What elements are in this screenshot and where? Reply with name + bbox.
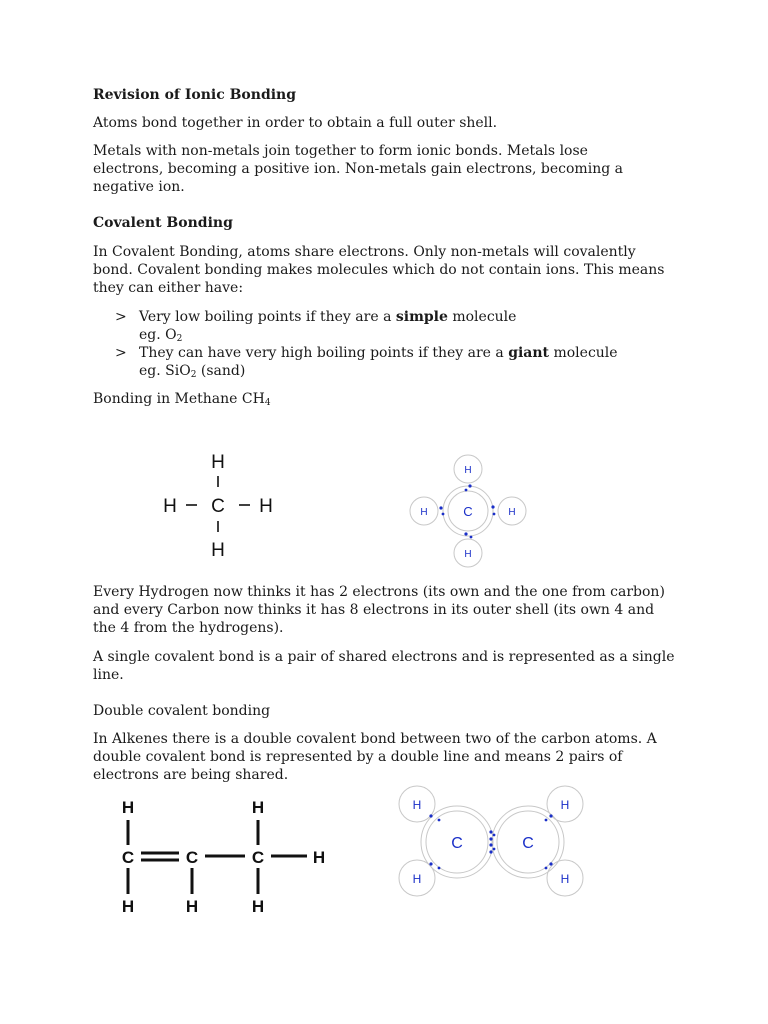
bullet-bold: simple [395,309,448,325]
electron [489,850,492,853]
bullet-text: They can have very high boiling points if they are a [139,345,509,361]
electron [489,843,492,846]
electron [468,484,471,487]
electron [545,867,548,870]
bullet-simple [115,308,675,344]
bullet-text-end: molecule [549,345,618,361]
hydrogen-symbol: H [412,798,422,812]
methane-explanation: Every Hydrogen now thinks it has 2 electrons (its own and the one from carbon) and every Carbon now thinks it has 8 electrons in its outer shell (its own 4 and the 4 from the hydrogens). [93,584,665,636]
ionic-paragraph-2: Metals with non-metals join together to form ionic bonds. Metals lose electrons, becoming a positive ion. Non-metals gain electrons, becoming a negative ion. [93,143,623,195]
methane-label [93,390,693,408]
subscript: 2 [176,334,183,344]
propene-structural-formula [112,796,332,918]
atom-c: C [121,848,135,867]
methane-structural-formula [155,448,285,563]
atom-h: H [312,848,326,867]
atom-h-right: H [259,496,273,517]
bullet-marker: > [115,345,127,361]
electron [545,819,548,822]
electron [442,513,445,516]
hydrogen-symbol: H [560,872,570,886]
ethene-dot-cross-diagram [395,784,590,902]
electron [493,513,496,516]
electron [493,848,496,851]
electron [470,536,473,539]
electron [429,862,432,865]
bullet-text-end: molecule [447,309,517,325]
atom-c: C [251,848,265,867]
carbon-symbol: C [522,835,534,852]
atom-h-bottom: H [211,540,225,561]
double-bond-text: In Alkenes there is a double covalent bond between two of the carbon atoms. A double covalent bond is represented by a double line and means 2 pairs of electrons are being shared. [93,731,657,783]
electron [489,830,492,833]
bullet-example: eg. O [139,327,177,343]
hydrogen-symbol: H [464,549,472,560]
atom-h: H [251,798,265,817]
hydrogen-symbol: H [412,872,422,886]
bullet-example: eg. SiO [139,363,191,379]
hydrogen-symbol: H [508,507,516,518]
covalent-heading: Covalent Bonding [93,215,233,231]
atom-h-left: H [163,496,177,517]
atom-h: H [121,897,135,916]
hydrogen-symbol: H [420,507,428,518]
atom-c: C [185,848,199,867]
covalent-intro: In Covalent Bonding, atoms share electrons. Only non-metals will covalently bond. Covalent bonding makes molecules which do not contain ions. This means they can either have: [93,244,665,296]
bullet-marker: > [115,309,127,325]
hydrogen-symbol: H [464,465,472,476]
single-bond-definition: A single covalent bond is a pair of shared electrons and is represented as a single line. [93,649,675,683]
methane-label-text: Bonding in Methane CH [93,391,265,407]
atom-h: H [185,897,199,916]
carbon-symbol: C [463,504,473,519]
atom-h-top: H [211,452,225,473]
atom-h: H [251,897,265,916]
electron [491,505,494,508]
electron [438,819,441,822]
electron [429,814,432,817]
ionic-heading: Revision of Ionic Bonding [93,87,297,103]
electron [439,506,442,509]
hydrogen-symbol: H [560,798,570,812]
electron [549,862,552,865]
electron [493,834,496,837]
electron [465,489,468,492]
double-bond-heading: Double covalent bonding [93,703,271,719]
bullet-giant [115,344,675,380]
carbon-symbol: C [451,835,463,852]
subscript: 2 [190,370,197,380]
bullet-text: Very low boiling points if they are a [139,309,396,325]
electron [549,814,552,817]
atom-h: H [121,798,135,817]
ionic-paragraph-1: Atoms bond together in order to obtain a full outer shell. [93,115,498,131]
methane-dot-cross-diagram [405,455,530,570]
atom-c: C [211,496,225,517]
electron [438,867,441,870]
electron [489,837,492,840]
bullet-bold: giant [508,345,550,361]
electron [464,532,467,535]
subscript: 4 [264,398,271,408]
bullet-example-end: (sand) [196,363,246,379]
